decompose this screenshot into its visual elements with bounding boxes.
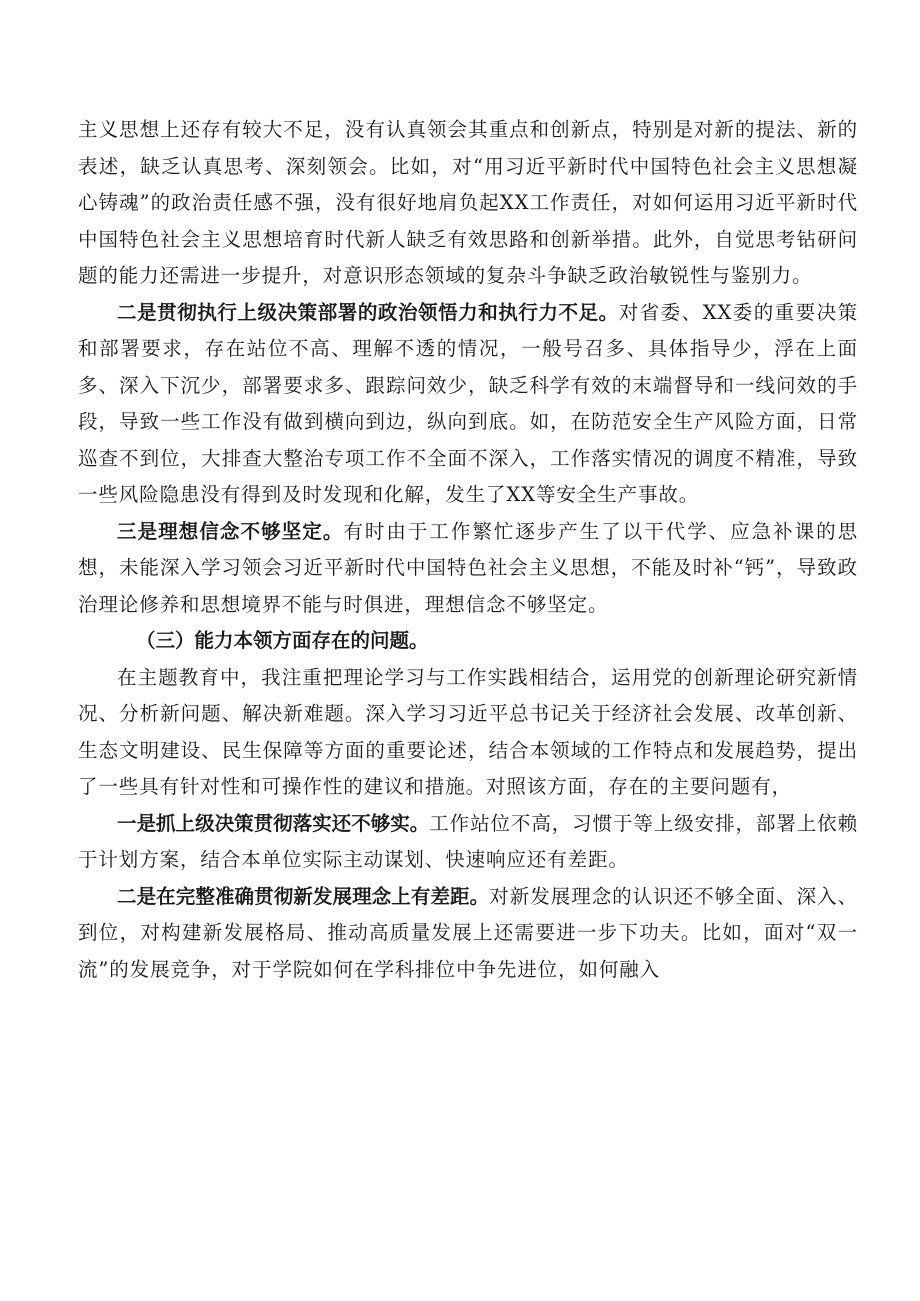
point-body: 对新发展理念的认识还不够全面、深入、到位，对构建新发展格局、推动高质量发展上还需要进一步下功夫。比如，面对“双一流”的发展竞争，对于学院如何在学科排位中争先进位，如何融入 xyxy=(78,884,858,981)
point-body: 有时由于工作繁忙逐步产生了以干代学、应急补课的思想，未能深入学习领会习近平新时代中国特色社会主义思想，不能及时补“钙”，导致政治理论修养和思想境界不能与时俱进，理想信念不够坚定。 xyxy=(78,519,858,616)
point-heading: 三是理想信念不够坚定。 xyxy=(117,519,344,543)
paragraph-point-3-belief xyxy=(78,514,858,624)
paragraph-ability-intro: 在主题教育中，我注重把理论学习与工作实践相结合，运用党的创新理论研究新情况、分析新问题、解决新难题。深入学习习近平总书记关于经济社会发展、改革创新、生态文明建设、民生保障等方面的重要论述，结合本领域的工作特点和发展趋势，提出了一些具有针对性和可操作性的建议和措施。对照该方面，存在的主要问题有， xyxy=(78,665,858,798)
section-heading-ability: （三）能力本领方面存在的问题。 xyxy=(136,629,429,652)
point-heading: 一是抓上级决策贯彻落实还不够实。 xyxy=(117,811,430,835)
paragraph-point-2-execution xyxy=(78,295,858,514)
paragraph-point-2-development xyxy=(78,879,858,989)
point-body: 对省委、XX委的重要决策和部署要求，存在站位不高、理解不透的情况，一般号召多、具体指导少，浮在上面多、深入下沉少，部署要求多、跟踪问效少，缺乏科学有效的末端督导和一线问效的手段，导致一些工作没有做到横向到边，纵向到底。如，在防范安全生产风险方面，日常巡查不到位，大排查大整治专项工作不全面不深入，工作落实情况的调度不精准，导致一些风险隐患没有得到及时发现和化解，发生了XX等安全生产事故。 xyxy=(78,300,858,506)
point-heading: 二是在完整准确贯彻新发展理念上有差距。 xyxy=(117,884,490,908)
document-page xyxy=(78,112,858,988)
point-heading: 二是贯彻执行上级决策部署的政治领悟力和执行力不足。 xyxy=(117,300,619,324)
paragraph-continuation: 主义思想上还存有较大不足，没有认真领会其重点和创新点，特别是对新的提法、新的表述，缺乏认真思考、深刻领会。比如，对“用习近平新时代中国特色社会主义思想凝心铸魂”的政治责任感不强，没有很好地肩负起XX工作责任，对如何运用习近平新时代中国特色社会主义思想培育时代新人缺乏有效思路和创新举措。此外，自觉思考钻研问题的能力还需进一步提升，对意识形态领域的复杂斗争缺乏政治敏锐性与鉴别力。 xyxy=(78,118,858,287)
point-body: 工作站位不高，习惯于等上级安排，部署上依赖于计划方案，结合本单位实际主动谋划、快速响应还有差距。 xyxy=(78,811,858,871)
paragraph-point-1-implementation xyxy=(78,806,858,879)
